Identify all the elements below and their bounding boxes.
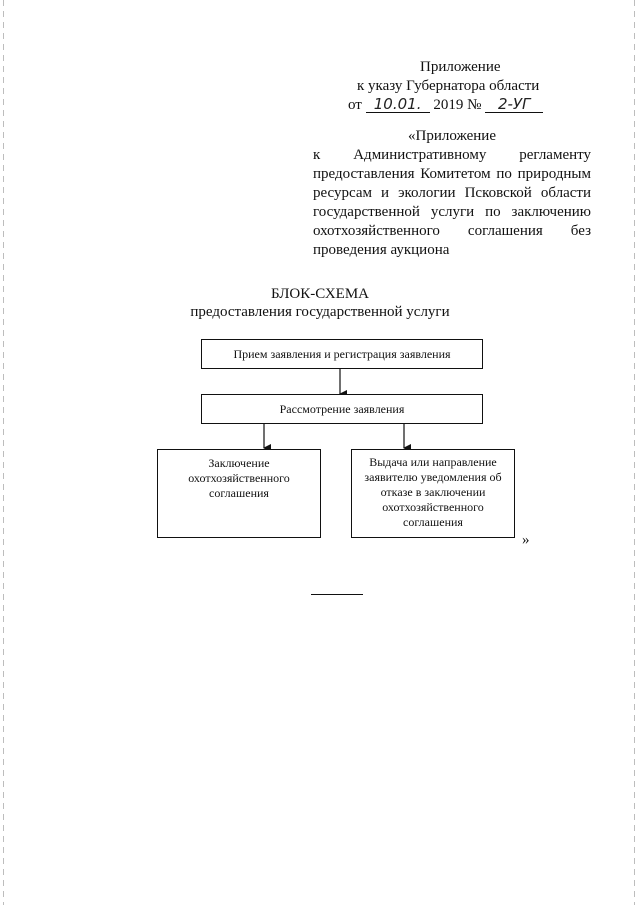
appendix-line-4: ресурсам и экологии Псковской области [313, 185, 591, 201]
outcome-right-line-2: заявителю уведомления об [364, 470, 502, 484]
appendix-line-5: государственной услуги по заключению [313, 204, 591, 220]
flowchart-subtitle: предоставления государственной услуги [190, 304, 450, 320]
appendix-line-2: к Административному регламенту [313, 147, 591, 163]
outcome-left-line-1: Заключение [208, 456, 270, 470]
outcome-right-line-5: соглашения [403, 515, 463, 529]
flow-step-review-label: Рассмотрение заявления [279, 401, 405, 416]
flow-step-receive-register [201, 339, 483, 369]
flowchart-title: БЛОК-СХЕМА [270, 286, 370, 302]
closing-rule [311, 594, 363, 595]
flow-outcome-refusal-notice [351, 449, 515, 538]
appendix-line-1: «Приложение [407, 128, 496, 144]
handwritten-date: 10.01. [366, 96, 430, 113]
outcome-right-line-1: Выдача или направление [369, 455, 497, 469]
outcome-left-line-2: охотхозяйственного [188, 471, 290, 485]
appendix-line-7: проведения аукциона [313, 242, 450, 258]
appendix-line-3: предоставления Комитетом по природным [313, 166, 591, 182]
to-decree-line: к указу Губернатора области [357, 78, 540, 94]
outcome-right-line-4: охотхозяйственного [382, 500, 484, 514]
outcome-right-line-3: отказе в заключении [380, 485, 486, 499]
flow-outcome-conclusion [157, 449, 321, 538]
date-prefix: от [348, 97, 362, 113]
handwritten-number: 2-УГ [485, 96, 543, 113]
flow-step-receive-register-label: Прием заявления и регистрация заявления [233, 346, 451, 361]
appendix-line-6: охотхозяйственного соглашения без [313, 223, 591, 239]
flow-step-review [201, 394, 483, 424]
closing-quote-mark: » [522, 532, 530, 548]
year-number: 2019 № [433, 97, 482, 113]
outcome-left-line-3: соглашения [209, 486, 269, 500]
appendix-word: Приложение [420, 59, 501, 75]
